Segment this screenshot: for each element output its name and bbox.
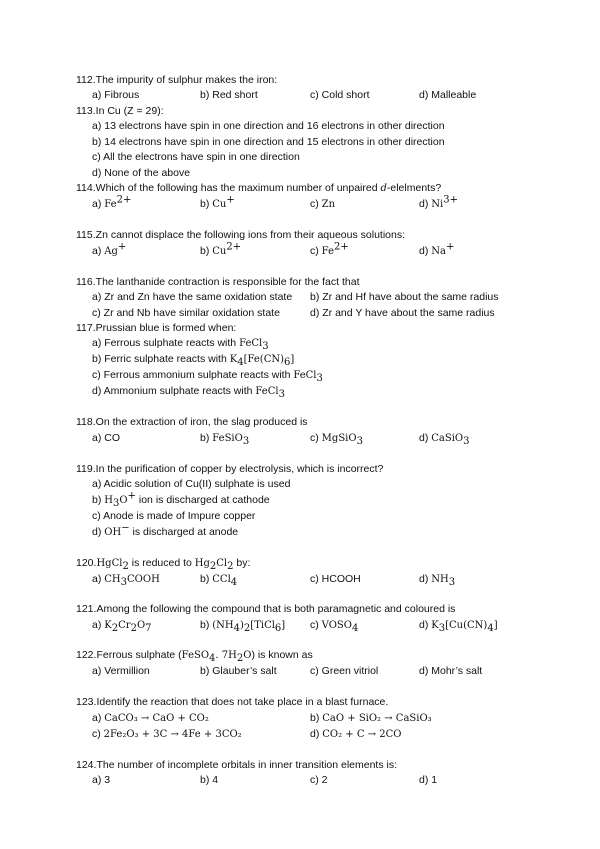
- option-c[interactable]: c) All the electrons have spin in one direction: [92, 151, 300, 163]
- option-d[interactable]: d) 1: [419, 774, 438, 786]
- option-a[interactable]: a) CaCO₃ → CaO + CO₂: [92, 712, 209, 724]
- option-a[interactable]: a) 3: [92, 774, 111, 786]
- option-d[interactable]: d) Mohr’s salt: [419, 665, 483, 677]
- option-b[interactable]: b) CCl$_4$: [200, 573, 238, 589]
- option-b[interactable]: b) $(NH_4)_2[TiCl_6]$: [200, 619, 286, 635]
- option-c[interactable]: c) $Fe^{2+}$: [310, 241, 349, 257]
- option-d[interactable]: d) $K_3[Cu(CN)_4]$: [419, 619, 498, 635]
- option-c[interactable]: c) 2Fe₂O₃ + 3C → 4Fe + 3CO₂: [92, 728, 242, 740]
- option-a[interactable]: a) 13 electrons have spin in one direction and 16 electrons in other direction: [92, 120, 445, 132]
- question-text: 121.Among the following the compound that is both paramagnetic and coloured is: [76, 603, 456, 615]
- option-c[interactable]: c) Green vitriol: [310, 665, 379, 677]
- option-a[interactable]: a) $CH_3COOH$: [92, 573, 160, 589]
- options-row: [0, 307, 600, 321]
- option-a[interactable]: a) $Fe^{2+}$: [92, 194, 132, 210]
- option-a[interactable]: a) Ferrous sulphate reacts with FeCl$_3$: [92, 337, 269, 353]
- options-row: [0, 665, 600, 679]
- question-text: 112.The impurity of sulphur makes the iron:: [76, 74, 278, 86]
- option-d[interactable]: d) CaSiO$_3$: [419, 432, 470, 448]
- options-row: [0, 619, 600, 633]
- options-row: [0, 432, 600, 446]
- option-d[interactable]: d) Na+: [419, 241, 455, 257]
- option-d[interactable]: d) OH− is discharged at anode: [92, 522, 239, 538]
- option-b[interactable]: b) 4: [200, 774, 219, 786]
- question-text: 113.In Cu (Z = 29):: [76, 105, 164, 117]
- option-c[interactable]: c) MgSiO$_3$: [310, 432, 363, 448]
- question-text: 122.Ferrous sulphate (FeSO$_4$. $7H_2O$) is known as: [76, 649, 313, 665]
- options-row: [0, 728, 600, 742]
- option-c[interactable]: c) Cold short: [310, 89, 370, 101]
- option-d[interactable]: d) $Ni^{3+}$: [419, 194, 458, 210]
- option-a[interactable]: a) Vermillion: [92, 665, 150, 677]
- option-b[interactable]: b) Cu+: [200, 194, 235, 210]
- option-c[interactable]: c) Zn: [310, 198, 336, 210]
- options-row: [0, 291, 600, 305]
- option-d[interactable]: d) CO₂ + C → 2CO: [310, 728, 402, 740]
- option-c[interactable]: c) Zr and Nb have similar oxidation state: [92, 307, 280, 319]
- option-a[interactable]: a) Acidic solution of Cu(II) sulphate is used: [92, 478, 291, 490]
- question-text: 124.The number of incomplete orbitals in inner transition elements is:: [76, 759, 398, 771]
- option-a[interactable]: a) Ag+: [92, 241, 127, 257]
- option-c[interactable]: c) 2: [310, 774, 328, 786]
- option-a[interactable]: a) Fibrous: [92, 89, 140, 101]
- option-b[interactable]: b) $H_3O^+$ ion is discharged at cathode: [92, 490, 270, 510]
- option-c[interactable]: c) $VOSO_4$: [310, 619, 359, 635]
- option-d[interactable]: d) $NH_3$: [419, 573, 456, 589]
- option-b[interactable]: b) 14 electrons have spin in one direction and 15 electrons in other direction: [92, 136, 445, 148]
- option-b[interactable]: b) $Cu^{2+}$: [200, 241, 242, 257]
- option-a[interactable]: a) $K_2Cr_2O_7$: [92, 619, 152, 635]
- option-b[interactable]: b) Red short: [200, 89, 258, 101]
- option-a[interactable]: a) Zr and Zn have the same oxidation state: [92, 291, 293, 303]
- option-d[interactable]: d) Ammonium sulphate reacts with FeCl$_3$: [92, 385, 285, 401]
- options-row: [0, 89, 600, 103]
- question-text: 117.Prussian blue is formed when:: [76, 322, 237, 334]
- question-text: 118.On the extraction of iron, the slag produced is: [76, 416, 308, 428]
- option-c[interactable]: c) HCOOH: [310, 573, 361, 585]
- question-text: 120.HgCl$_2$ is reduced to $Hg_2Cl_2$ by:: [76, 557, 251, 573]
- option-b[interactable]: b) Ferric sulphate reacts with $K_4[Fe(CN)_6]$: [92, 353, 295, 369]
- question-text: 114.Which of the following has the maximum number of unpaired d-elelments?: [76, 182, 442, 194]
- option-b[interactable]: b) FeSiO$_3$: [200, 432, 250, 448]
- options-row: [0, 241, 600, 259]
- options-row: [0, 774, 600, 788]
- option-c[interactable]: c) Ferrous ammonium sulphate reacts with FeCl$_3$: [92, 369, 323, 385]
- option-a[interactable]: a) CO: [92, 432, 121, 444]
- option-d[interactable]: d) Malleable: [419, 89, 477, 101]
- option-d[interactable]: d) None of the above: [92, 167, 191, 179]
- question-text: 116.The lanthanide contraction is responsible for the fact that: [76, 276, 360, 288]
- options-row: [0, 573, 600, 587]
- options-row: [0, 712, 600, 726]
- option-b[interactable]: b) CaO + SiO₂ → CaSiO₃: [310, 712, 432, 724]
- question-text: 115.Zn cannot displace the following ions from their aqueous solutions:: [76, 229, 406, 241]
- option-d[interactable]: d) Zr and Y have about the same radius: [310, 307, 495, 319]
- question-text: 123.Identify the reaction that does not take place in a blast furnace.: [76, 696, 389, 708]
- option-b[interactable]: b) Zr and Hf have about the same radius: [310, 291, 499, 303]
- option-c[interactable]: c) Anode is made of Impure copper: [92, 510, 256, 522]
- options-row: [0, 194, 600, 212]
- question-text: 119.In the purification of copper by electrolysis, which is incorrect?: [76, 463, 384, 475]
- option-b[interactable]: b) Glauber’s salt: [200, 665, 277, 677]
